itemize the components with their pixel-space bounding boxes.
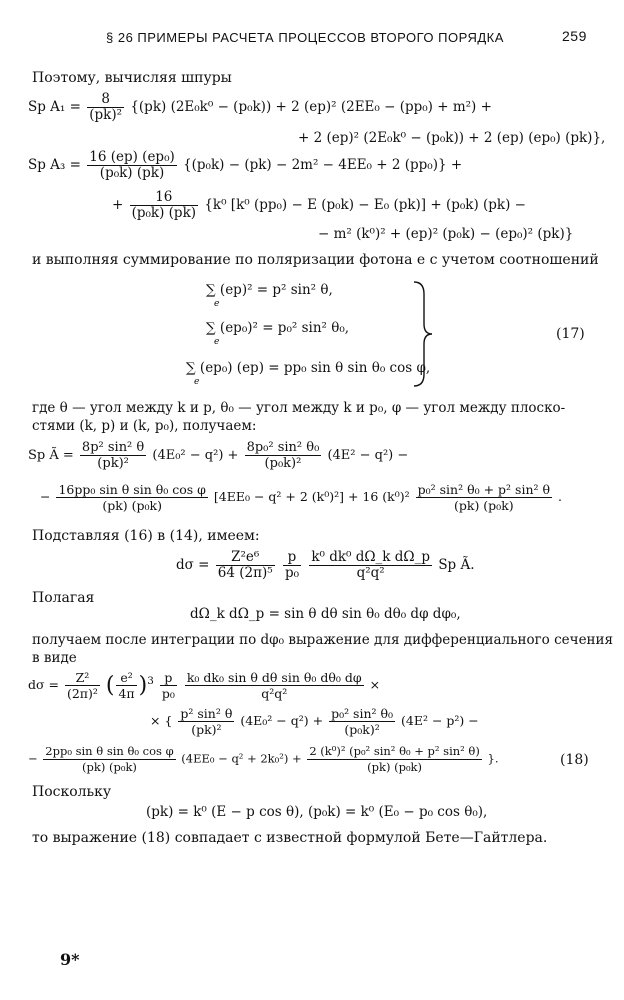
eq18-fraction-2	[160, 670, 177, 701]
sp-a-tilde-den-1: (pk)²	[80, 455, 146, 471]
eq18-l2-term-2: (4E² − p²) −	[401, 713, 479, 728]
sum-relation-3: ∑ (ep₀) (ep) = pp₀ sin θ sin θ₀ cos φ,	[186, 360, 431, 376]
equation-sp-a1-line1	[28, 92, 492, 123]
eq18-l2-fraction-2	[329, 706, 395, 737]
right-brace-icon	[412, 280, 434, 388]
sp-a3-denominator: (p₀k) (pk)	[87, 165, 177, 181]
dsigma1-rest: Sp Ã.	[438, 557, 475, 573]
sp-a3-denominator-2: (p₀k) (pk)	[131, 205, 197, 221]
dsigma1-den-2: p₀	[284, 565, 300, 581]
signature-mark: 9*	[60, 950, 80, 969]
eq18-num-3: k₀ dk₀ sin θ dθ sin θ₀ dθ₀ dφ	[186, 670, 362, 685]
eq18-num-2: p	[164, 670, 173, 685]
eq18-l3-fraction-2	[307, 744, 482, 775]
sp-a-tilde-sign: −	[40, 489, 51, 504]
result-text-line2: в виде	[32, 650, 77, 666]
sum-subscript-3: e	[194, 377, 200, 387]
sp-a3-expression: {(p₀k) − (pk) − 2m² − 4EE₀ + 2 (pp₀)} +	[183, 157, 463, 173]
substitute-text: Подставляя (16) в (14), имеем:	[32, 528, 260, 544]
eq18-l2-fraction-1	[178, 706, 234, 737]
sp-a-tilde-num-4: p₀² sin² θ₀ + p² sin² θ	[417, 482, 551, 497]
domega-equation: dΩ_k dΩ_p = sin θ dθ sin θ₀ dθ₀ dφ dφ₀,	[190, 606, 461, 622]
sp-a3-lhs: Sp A₃ =	[28, 157, 81, 173]
eq18-num-1: Z²	[75, 670, 90, 685]
result-text-line1: получаем после интеграции по dφ₀ выражение для дифференциального сечения	[32, 632, 614, 648]
eq18-l3-term-1: (4EE₀ − q² + 2k₀²) +	[181, 751, 302, 766]
sp-a3-numerator: 16 (ep) (ep₀)	[89, 149, 175, 165]
since-text: Поскольку	[32, 784, 112, 800]
dsigma1-fraction-3	[309, 550, 432, 581]
sp-a-tilde-den-3: (pk) (p₀k)	[56, 497, 207, 513]
equation-18-line3	[28, 744, 499, 775]
eq18-fraction-1	[65, 670, 100, 701]
equation-number-17: (17)	[556, 326, 585, 342]
dsigma1-num-1: Z²e⁶	[231, 549, 260, 565]
intro-text: Поэтому, вычисляя шпуры	[32, 70, 232, 86]
sp-a1-fraction	[87, 92, 124, 123]
sp-a-tilde-num-3: 16pp₀ sin θ sin θ₀ cos φ	[58, 482, 206, 497]
dsigma1-num-3: k⁰ dk⁰ dΩ_k dΩ_p	[311, 549, 431, 565]
eq18-paren-fraction	[116, 670, 136, 701]
equation-dsigma-1	[176, 550, 475, 581]
eq18-den-1: (2π)²	[66, 686, 98, 701]
dsigma1-den-1: 64 (2π)⁵	[217, 565, 273, 581]
section-header: § 26 ПРИМЕРЫ РАСЧЕТА ПРОЦЕССОВ ВТОРОГО ПОРЯДКА	[106, 30, 504, 45]
sp-a3-expression-2: {k⁰ [k⁰ (pp₀) − E (p₀k) − E₀ (pk)] + (p₀k) (pk) −	[204, 197, 526, 213]
dsigma1-lhs: dσ =	[176, 557, 210, 573]
eq18-l2-den-2: (p₀k)²	[329, 721, 395, 737]
page-number: 259	[562, 28, 587, 44]
eq18-l2-start: × {	[150, 713, 173, 728]
eq18-paren-num: e²	[120, 670, 133, 685]
sum-relation-1: ∑ (ep)² = p² sin² θ,	[206, 282, 333, 298]
equation-sp-a3-line3: − m² (k⁰)² + (ep)² (p₀k) − (ep₀)² (pk)}	[318, 226, 574, 242]
eq18-paren-den: 4π	[118, 686, 135, 701]
sp-a-tilde-term-1: (4E₀² − q²) +	[152, 448, 239, 463]
sp-a-tilde-lhs: Sp Ã =	[28, 448, 74, 463]
sum-subscript-1: e	[214, 299, 220, 309]
sp-a-tilde-den-2: (p₀k)²	[245, 455, 322, 471]
sp-a1-denominator: (pk)²	[89, 107, 123, 123]
sp-a-tilde-fraction-4	[416, 482, 552, 513]
dsigma1-fraction-1	[216, 550, 275, 581]
equation-18-line2	[150, 706, 479, 737]
angle-text-line2: стями (k, p) и (k, p₀), получаем:	[32, 418, 257, 434]
sp-a-tilde-fraction-3	[56, 482, 207, 513]
eq18-fraction-3	[185, 670, 364, 701]
sp-a-tilde-fraction-1	[80, 440, 146, 471]
pk-relations: (pk) = k⁰ (E − p cos θ), (p₀k) = k⁰ (E₀ − p₀ cos θ₀),	[146, 804, 488, 820]
eq18-l3-num-2: 2 (k⁰)² (p₀² sin² θ₀ + p² sin² θ)	[309, 744, 480, 758]
equation-sp-a-tilde-line1	[28, 440, 408, 471]
sum-subscript-2: e	[214, 337, 220, 347]
summation-intro: и выполняя суммирование по поляризации фотона e с учетом соотношений	[32, 252, 599, 268]
sp-a-tilde-term-3: [4EE₀ − q² + 2 (k⁰)²] + 16 (k⁰)²	[213, 489, 410, 504]
eq18-times: ×	[369, 677, 381, 692]
eq18-l3-fraction-1	[43, 744, 175, 775]
eq18-den-3: q²q²	[185, 685, 364, 701]
dsigma1-num-2: p	[287, 549, 297, 565]
sp-a-tilde-term-2: (4E² − q²) −	[327, 448, 409, 463]
equation-sp-a3-line1	[28, 150, 462, 181]
sp-a1-lhs: Sp A₁ =	[28, 99, 81, 115]
dsigma1-fraction-2	[283, 550, 301, 581]
equation-number-18: (18)	[560, 752, 589, 768]
eq18-l2-term-1: (4E₀² − q²) +	[240, 713, 324, 728]
eq18-lhs: dσ =	[28, 677, 59, 692]
eq18-l3-den-1: (pk) (p₀k)	[43, 759, 175, 775]
dsigma1-den-3: q²q²	[309, 565, 432, 581]
equation-sp-a-tilde-line2	[40, 482, 562, 513]
equation-18-line1: dσ = $\frac{\text{Z²}}{\text{(2π)²}}$ ( $\frac{\text{e²}}{4\pi}$ )$^3$ $\frac{p}{\text{p₀}}$ $\frac{\text{k₀ dk₀ sin θ dθ sin θ₀ dθ₀ dφ}}{\text{q²q²}}$ ×	[28, 670, 381, 701]
sp-a-tilde-den-4: (pk) (p₀k)	[416, 497, 552, 513]
sum-relation-2: ∑ (ep₀)² = p₀² sin² θ₀,	[206, 320, 350, 336]
sp-a1-numerator: 8	[101, 91, 110, 107]
angle-text-line1: где θ — угол между k и p, θ₀ — угол между k и p₀, φ — угол между плоско-	[32, 400, 566, 416]
sp-a-tilde-num-2: 8p₀² sin² θ₀	[246, 440, 320, 455]
equation-sp-a3-line2: + $\frac{16}{\text{(p₀k) (pk)}}$ {k⁰ [k⁰ (pp₀) − E (p₀k) − E₀ (pk)] + (p₀k) (pk) −	[112, 189, 526, 221]
sp-a1-expression: {(pk) (2E₀k⁰ − (p₀k)) + 2 (ep)² (2EE₀ − (pp₀) + m²) +	[130, 99, 492, 115]
conclusion-text: то выражение (18) совпадает с известной формулой Бете—Гайтлера.	[32, 830, 548, 846]
eq18-l3-sign: −	[28, 751, 38, 766]
eq18-l3-num-1: 2pp₀ sin θ sin θ₀ cos φ	[45, 744, 174, 758]
assuming-text: Полагая	[32, 590, 95, 606]
eq18-l2-num-2: p₀² sin² θ₀	[331, 706, 394, 721]
eq18-den-2: p₀	[161, 686, 175, 701]
eq18-l2-den-1: (pk)²	[178, 721, 234, 737]
sp-a3-numerator-2: 16	[155, 189, 173, 205]
eq18-paren-power: 3	[147, 674, 154, 687]
eq18-l3-end: }.	[487, 751, 499, 766]
sp-a3-fraction	[87, 150, 177, 181]
sp-a-tilde-num-1: 8p² sin² θ	[81, 440, 145, 455]
eq18-l2-num-1: p² sin² θ	[180, 706, 233, 721]
sp-a-tilde-end: .	[558, 489, 562, 504]
eq18-l3-den-2: (pk) (p₀k)	[307, 759, 482, 775]
equation-sp-a1-line2: + 2 (ep)² (2E₀k⁰ − (p₀k)) + 2 (ep) (ep₀) (pk)},	[298, 130, 606, 146]
sp-a3-fraction-2	[130, 190, 198, 221]
sp-a-tilde-fraction-2	[245, 440, 322, 471]
